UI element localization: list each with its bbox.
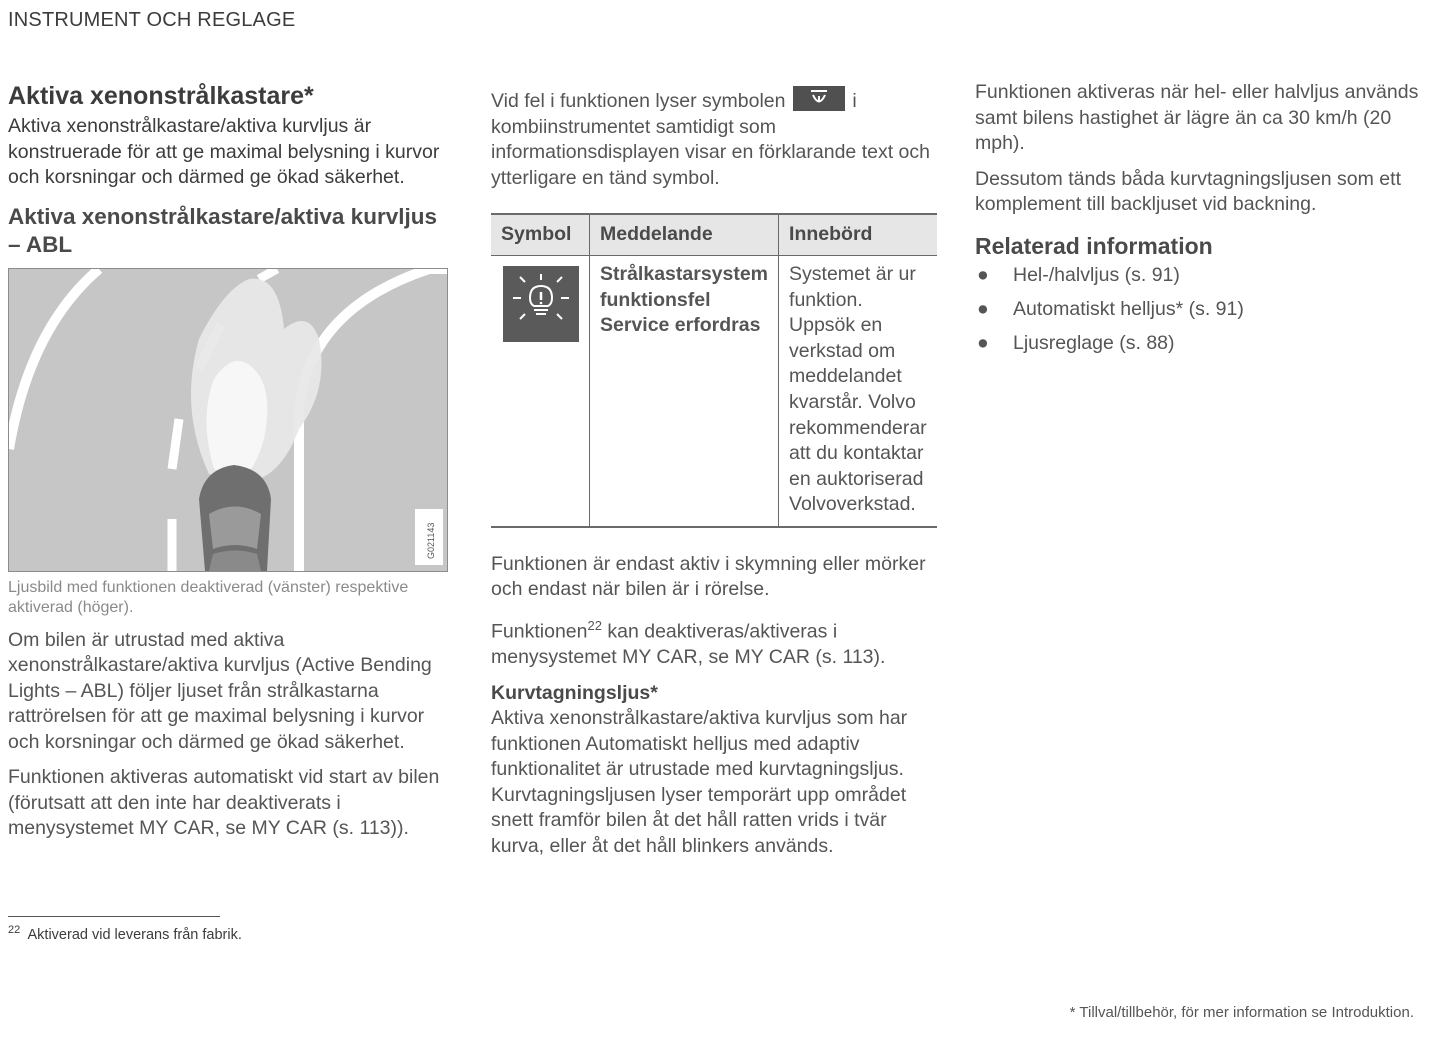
- table-header-symbol: Symbol: [491, 214, 590, 256]
- section-subtitle: Aktiva xenonstrålkastare/aktiva kurvljus – ABL: [8, 203, 437, 257]
- footnote: $^{22}$ Aktiverad vid leverans från fabrik.: [8, 924, 242, 943]
- table-cell-symbol: [491, 256, 590, 527]
- paragraph-cornering-lights: Aktiva xenonstrålkastare/aktiva kurvljus som har funktionen Automatiskt helljus med adaptiv funktionalitet är utrustade med kurvtagningsljus. Kurvtagningsljusen lyser temporärt upp området snett framför bilen åt det håll ratten vrids i tvär kurva, eller åt det håll blinkers används.: [491, 707, 908, 857]
- paragraph-activation-speed: Funktionen aktiveras när hel- eller halvljus används samt bilens hastighet är lägre än ca 30 km/h (20 mph).: [975, 81, 1419, 154]
- headlight-warning-icon: [503, 266, 579, 342]
- page-title: Aktiva xenonstrålkastare*: [8, 82, 314, 110]
- related-link-ljusreglage[interactable]: ● Ljusreglage (s. 88): [977, 331, 1175, 354]
- bullet-icon: ●: [977, 297, 989, 320]
- paragraph-activation: Funktionen aktiveras automatiskt vid start av bilen (förutsatt att den inte har deaktiverats i menysystemet MY CAR, se MY CAR (s. 113)).: [8, 766, 440, 839]
- intro-text: Aktiva xenonstrålkastare/aktiva kurvljus är konstruerade för att ge maximal belysning i kurvor och korsningar och därmed ge ökad säkerhet.: [8, 115, 440, 188]
- paragraph-abl: Om bilen är utrustad med aktiva xenonstrålkastare/aktiva kurvljus (Active Bending Lights – ABL) följer ljuset från strålkastarna rattrörelsen för att ge maximal belysning i kurvor och korsningar och därmed ge ökad säkerhet.: [8, 628, 432, 753]
- related-info-list: [975, 262, 1420, 356]
- paragraph-active-condition: Funktionen är endast aktiv i skymning eller mörker och endast när bilen är i rörelse.: [491, 552, 926, 601]
- table-header-meaning: Innebörd: [779, 214, 937, 256]
- paragraph-fault: Vid fel i funktionen lyser symbolen i kombiinstrumentet samtidigt som informationsdisplayen visar en förklarande text och ytterligare en tänd symbol.: [491, 86, 931, 191]
- column-left: [8, 80, 448, 852]
- headlight-illustration: [8, 268, 448, 572]
- table-cell-meaning: Systemet är ur funktion. Uppsök en verkstad om meddelandet kvarstår. Volvo rekommenderar att du kontaktar en auktoriserad Volvoverkstad.: [779, 256, 937, 527]
- accessory-note: * Tillval/tillbehör, för mer information se Introduktion.: [1069, 1004, 1414, 1021]
- footnote-ref: 22: [587, 617, 602, 633]
- figure-code: G021143: [426, 522, 436, 559]
- table-cell-message: Strålkastarsystem funktionsfel Service erfordras: [590, 256, 779, 527]
- bullet-icon: ●: [977, 331, 989, 354]
- table-header-message: Meddelande: [590, 214, 779, 256]
- column-right: [975, 80, 1420, 364]
- related-link-hel-halvljus[interactable]: ● Hel-/halvljus (s. 91): [977, 263, 1180, 286]
- headlight-warning-icon: [793, 86, 845, 111]
- heading-cornering-lights: Kurvtagningsljus*: [491, 682, 658, 705]
- paragraph-deactivate: Funktionen$^{22}$ kan deaktiveras/aktiveras i menysystemet MY CAR, se MY CAR (s. 113).: [491, 617, 886, 668]
- paragraph-reverse: Dessutom tänds båda kurvtagningsljusen som ett komplement till backljuset vid backning.: [975, 167, 1401, 215]
- symbol-table: [491, 213, 937, 528]
- table-row: [491, 256, 937, 527]
- bullet-icon: ●: [977, 263, 989, 286]
- section-header: INSTRUMENT OCH REGLAGE: [8, 9, 296, 31]
- footnote-divider: [8, 916, 220, 917]
- figure-caption: Ljusbild med funktionen deaktiverad (vänster) respektive aktiverad (höger).: [8, 578, 409, 616]
- column-middle: [491, 86, 931, 869]
- related-link-automatiskt-helljus[interactable]: ● Automatiskt helljus* (s. 91): [977, 297, 1244, 320]
- road-curve-illustration: [9, 269, 447, 571]
- related-info-title: Relaterad information: [975, 232, 1213, 259]
